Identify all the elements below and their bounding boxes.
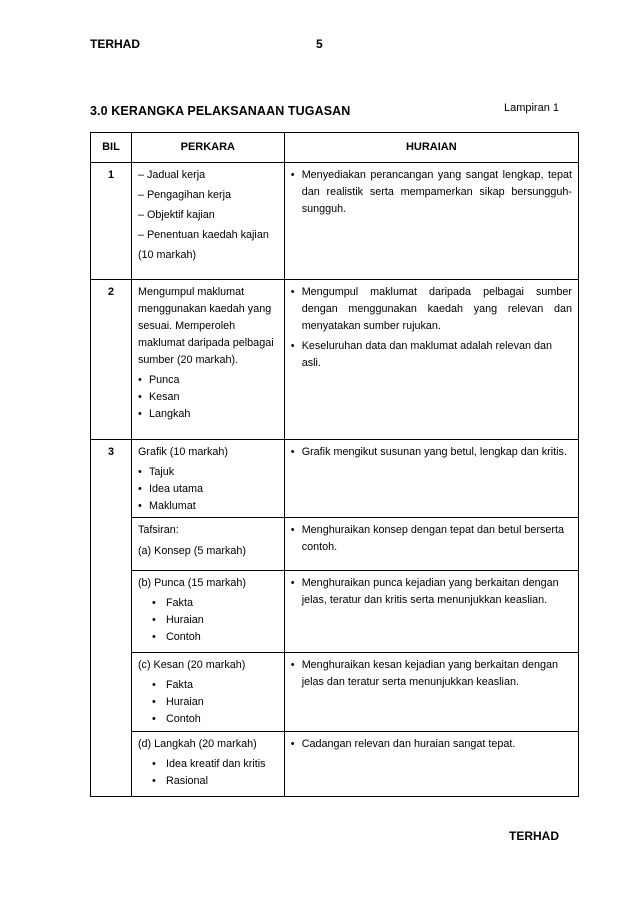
section-title: 3.0 KERANGKA PELAKSANAAN TUGASAN (90, 104, 351, 118)
bullet-item: • Menghuraikan punca kejadian yang berkaitan dengan jelas, teratur dan kritis serta menunjukkan keaslian. (291, 575, 572, 609)
perkara-cell (131, 653, 284, 732)
list-item: – Objektif kajian (137, 209, 215, 221)
huraian-cell (284, 163, 578, 280)
bullet-item: • Mengumpul maklumat daripada pelbagai sumber dengan menggunakan kaedah yang relevan dan menyatakan sumber rujukan. (291, 284, 572, 335)
assessment-table (90, 132, 579, 797)
huraian-cell (284, 518, 578, 571)
table-row (91, 653, 579, 732)
row-number: 1 (91, 163, 132, 280)
perkara-text: Tafsiran: (137, 524, 179, 536)
bullet-item: • Punca (138, 372, 278, 389)
bullet-item: • Menyediakan perancangan yang sangat lengkap, tepat dan realistik serta mempamerkan sikap bersungguh-sungguh. (291, 167, 572, 218)
table-row (91, 440, 579, 518)
page-number: 5 (316, 37, 323, 51)
row-number: 3 (91, 440, 132, 797)
bullet-item: • Keseluruhan data dan maklumat adalah relevan dan asli. (291, 338, 572, 372)
header-classification: TERHAD (90, 37, 140, 51)
perkara-text: (c) Kesan (20 markah) (137, 659, 246, 671)
bullet-item: • Tajuk (138, 464, 278, 481)
table-row (91, 280, 579, 440)
perkara-text: Grafik (10 markah) (137, 446, 228, 458)
bullet-item: • Cadangan relevan dan huraian sangat tepat. (291, 736, 572, 753)
header-perkara: PERKARA (131, 133, 284, 163)
bullet-item: • Langkah (138, 406, 278, 423)
perkara-text: (d) Langkah (20 markah) (137, 738, 257, 750)
table-row (91, 571, 579, 653)
huraian-cell (284, 280, 578, 440)
bullet-item: • Maklumat (138, 498, 278, 515)
table-header-row (91, 133, 579, 163)
bullet-item: • Huraian (138, 694, 278, 711)
perkara-text: Mengumpul maklumat menggunakan kaedah yang sesuai. Memperoleh maklumat daripada pelbagai sumber (20 markah). (137, 286, 274, 366)
bullet-item: • Huraian (138, 612, 278, 629)
bullet-item: • Menghuraikan konsep dengan tepat dan betul berserta contoh. (291, 522, 572, 556)
bullet-item: • Menghuraikan kesan kejadian yang berkaitan dengan jelas dan teratur serta menunjukkan keaslian. (291, 657, 572, 691)
bullet-item: • Contoh (138, 711, 278, 728)
header-huraian: HURAIAN (284, 133, 578, 163)
huraian-cell (284, 440, 578, 518)
huraian-cell (284, 571, 578, 653)
footer-classification: TERHAD (509, 829, 559, 843)
bullet-item: • Fakta (138, 677, 278, 694)
table-row (91, 732, 579, 797)
header-bil: BIL (91, 133, 132, 163)
perkara-cell (131, 440, 284, 518)
bullet-item: • Grafik mengikut susunan yang betul, lengkap dan kritis. (291, 444, 572, 461)
bullet-item: • Rasional (138, 773, 278, 790)
bullet-item: • Contoh (138, 629, 278, 646)
table-row (91, 518, 579, 571)
marks-text: (10 markah) (137, 249, 197, 261)
huraian-cell (284, 653, 578, 732)
perkara-text: (b) Punca (15 markah) (137, 577, 246, 589)
list-item: – Jadual kerja (137, 169, 206, 181)
perkara-cell (131, 163, 284, 280)
table-row (91, 163, 579, 280)
appendix-label: Lampiran 1 (503, 102, 559, 114)
perkara-cell (131, 280, 284, 440)
bullet-item: • Kesan (138, 389, 278, 406)
bullet-item: • Fakta (138, 595, 278, 612)
perkara-cell (131, 518, 284, 571)
perkara-text: (a) Konsep (5 markah) (137, 545, 246, 557)
list-item: – Pengagihan kerja (137, 189, 231, 201)
perkara-cell (131, 732, 284, 797)
row-number: 2 (91, 280, 132, 440)
bullet-item: • Idea kreatif dan kritis (138, 756, 278, 773)
huraian-cell (284, 732, 578, 797)
bullet-item: • Idea utama (138, 481, 278, 498)
list-item: – Penentuan kaedah kajian (137, 229, 269, 241)
perkara-cell (131, 571, 284, 653)
